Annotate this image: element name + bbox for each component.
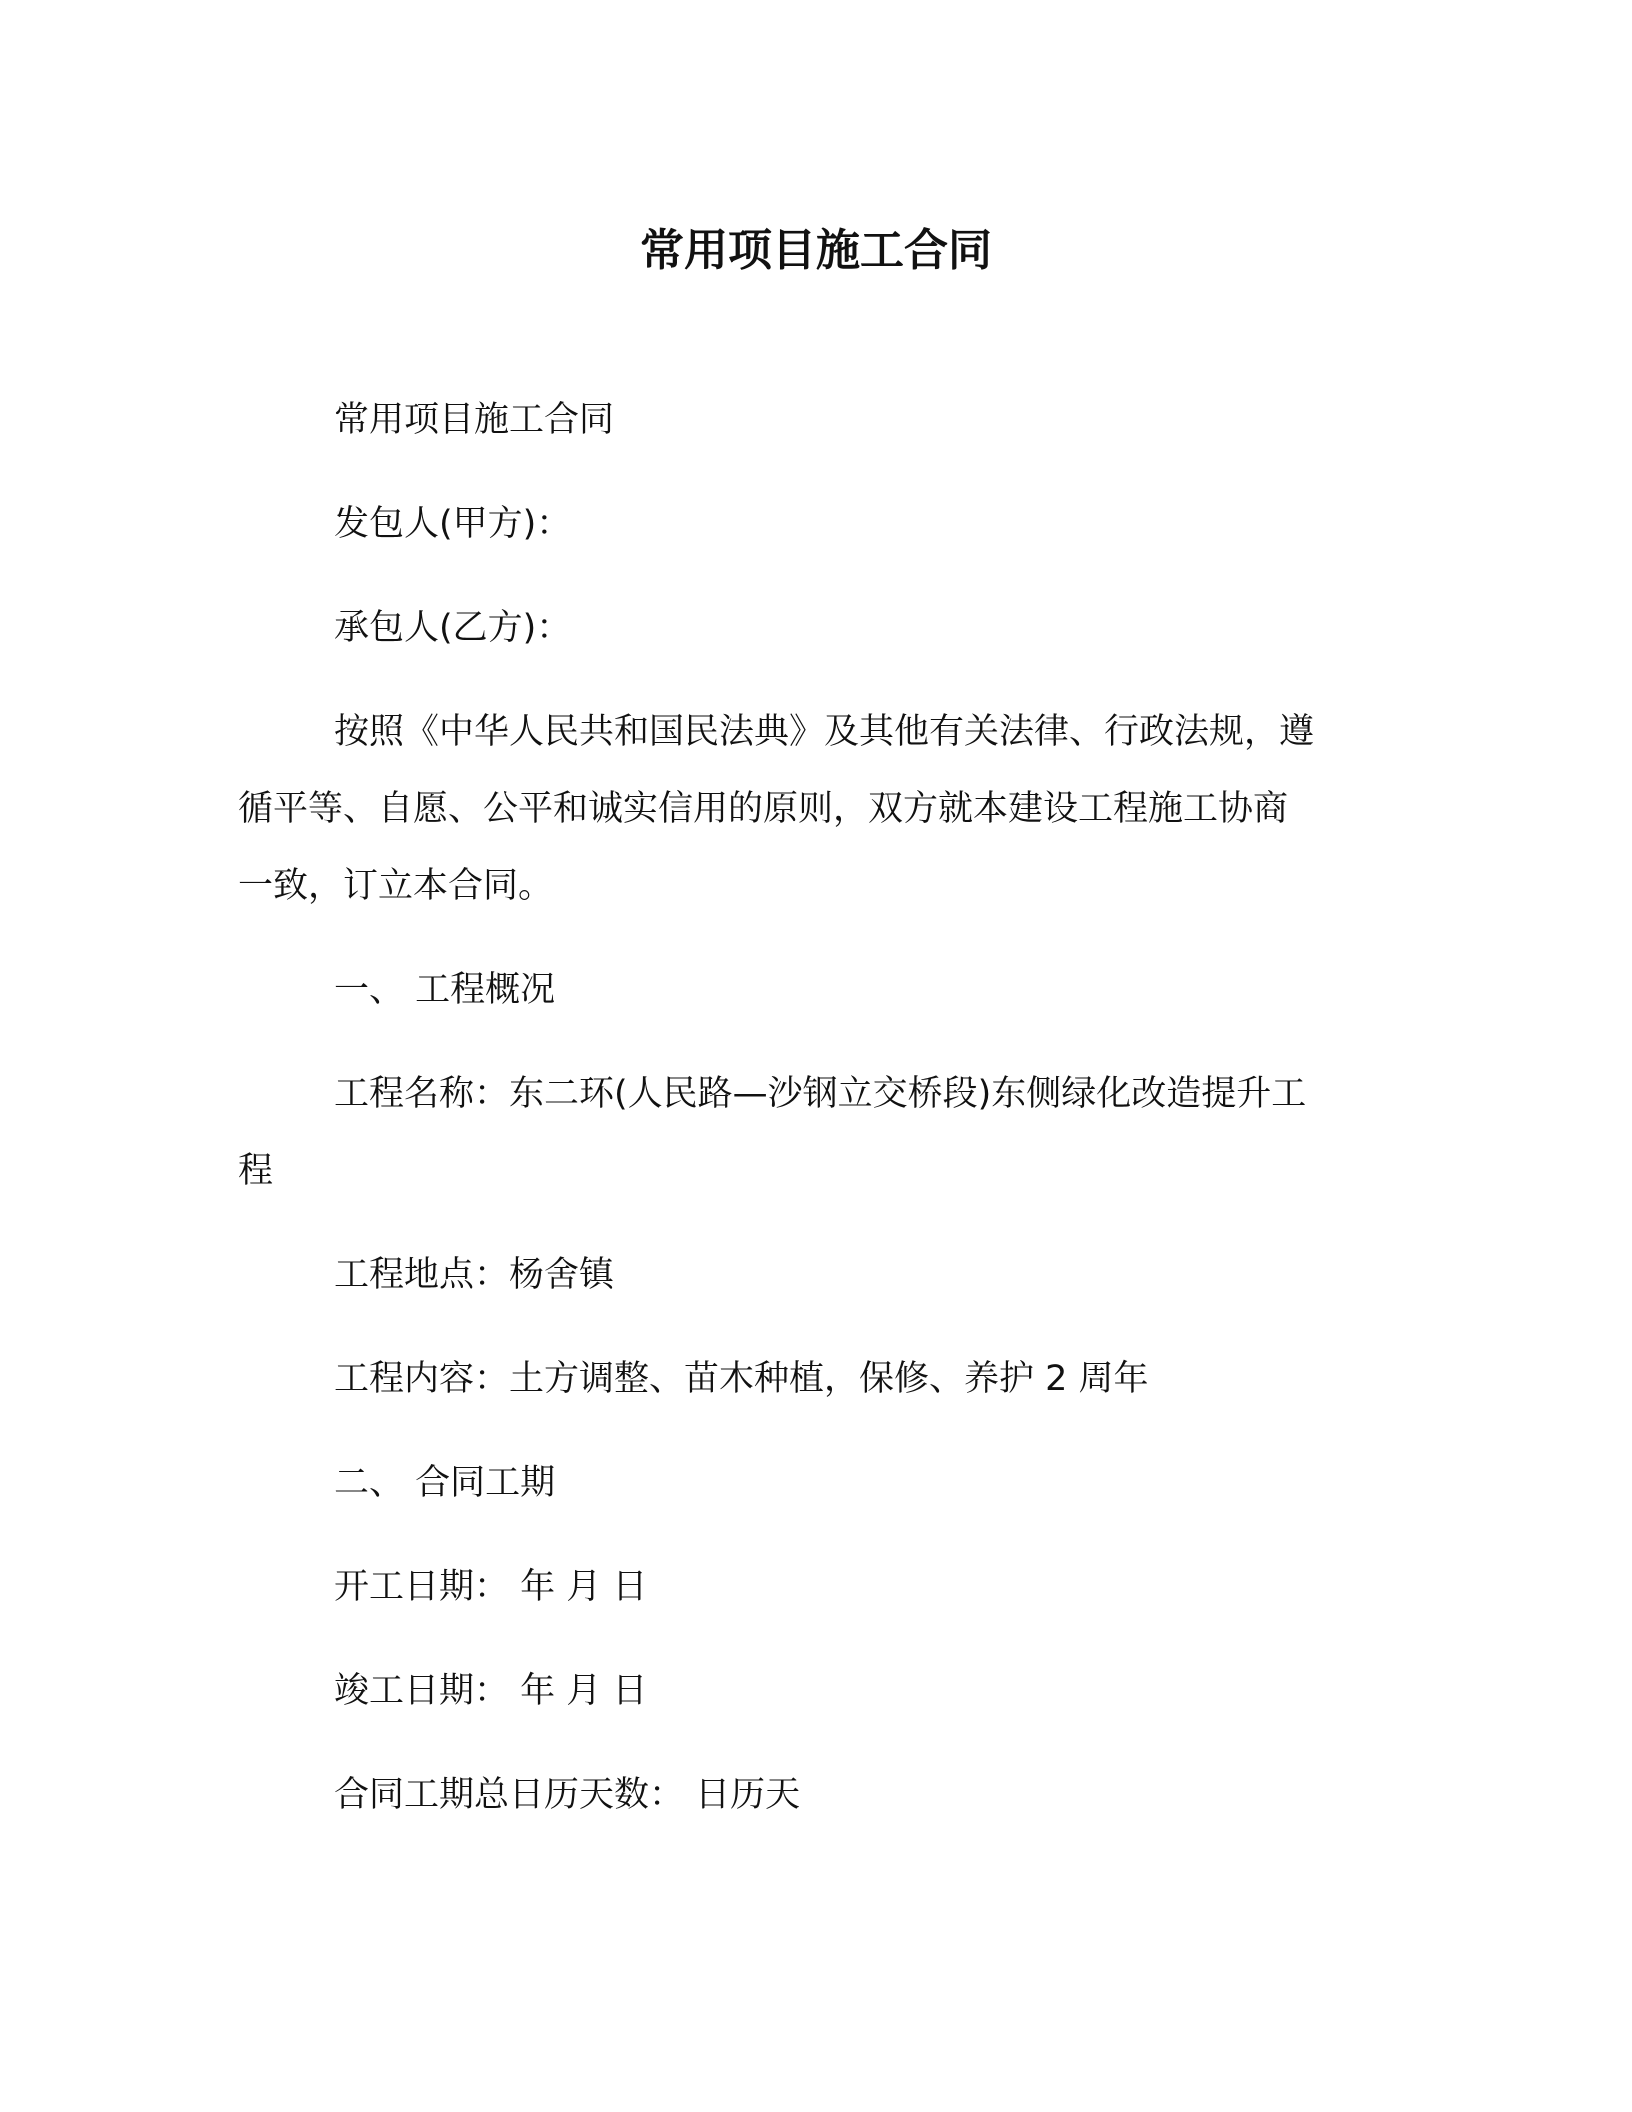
project-name-line-1: 工程名称：东二环(人民路—沙钢立交桥段)东侧绿化改造提升工 [334, 1074, 1307, 1114]
completion-date: 竣工日期： 年 月 日 [334, 1671, 648, 1711]
party-a-line: 发包人(甲方)： [334, 504, 572, 544]
preamble-line-2: 循平等、自愿、公平和诚实信用的原则，双方就本建设工程施工协商 [238, 789, 1289, 829]
preamble-line-3: 一致，订立本合同。 [238, 866, 554, 906]
project-content: 工程内容：土方调整、苗木种植，保修、养护 2 周年 [334, 1359, 1149, 1399]
project-location: 工程地点：杨舍镇 [334, 1255, 615, 1295]
document-title: 常用项目施工合同 [640, 225, 992, 276]
project-name-paragraph [238, 1056, 1388, 1210]
preamble-paragraph [238, 694, 1388, 925]
project-name-line-2: 程 [238, 1151, 274, 1191]
section-2-heading: 二、 合同工期 [334, 1463, 556, 1503]
party-b-line: 承包人(乙方)： [334, 608, 572, 648]
subtitle: 常用项目施工合同 [334, 400, 615, 440]
section-1-heading: 一、 工程概况 [334, 970, 556, 1010]
total-days: 合同工期总日历天数： 日历天 [334, 1775, 801, 1815]
preamble-line-1: 按照《中华人民共和国民法典》及其他有关法律、行政法规，遵 [334, 712, 1315, 752]
start-date: 开工日期： 年 月 日 [334, 1567, 648, 1607]
